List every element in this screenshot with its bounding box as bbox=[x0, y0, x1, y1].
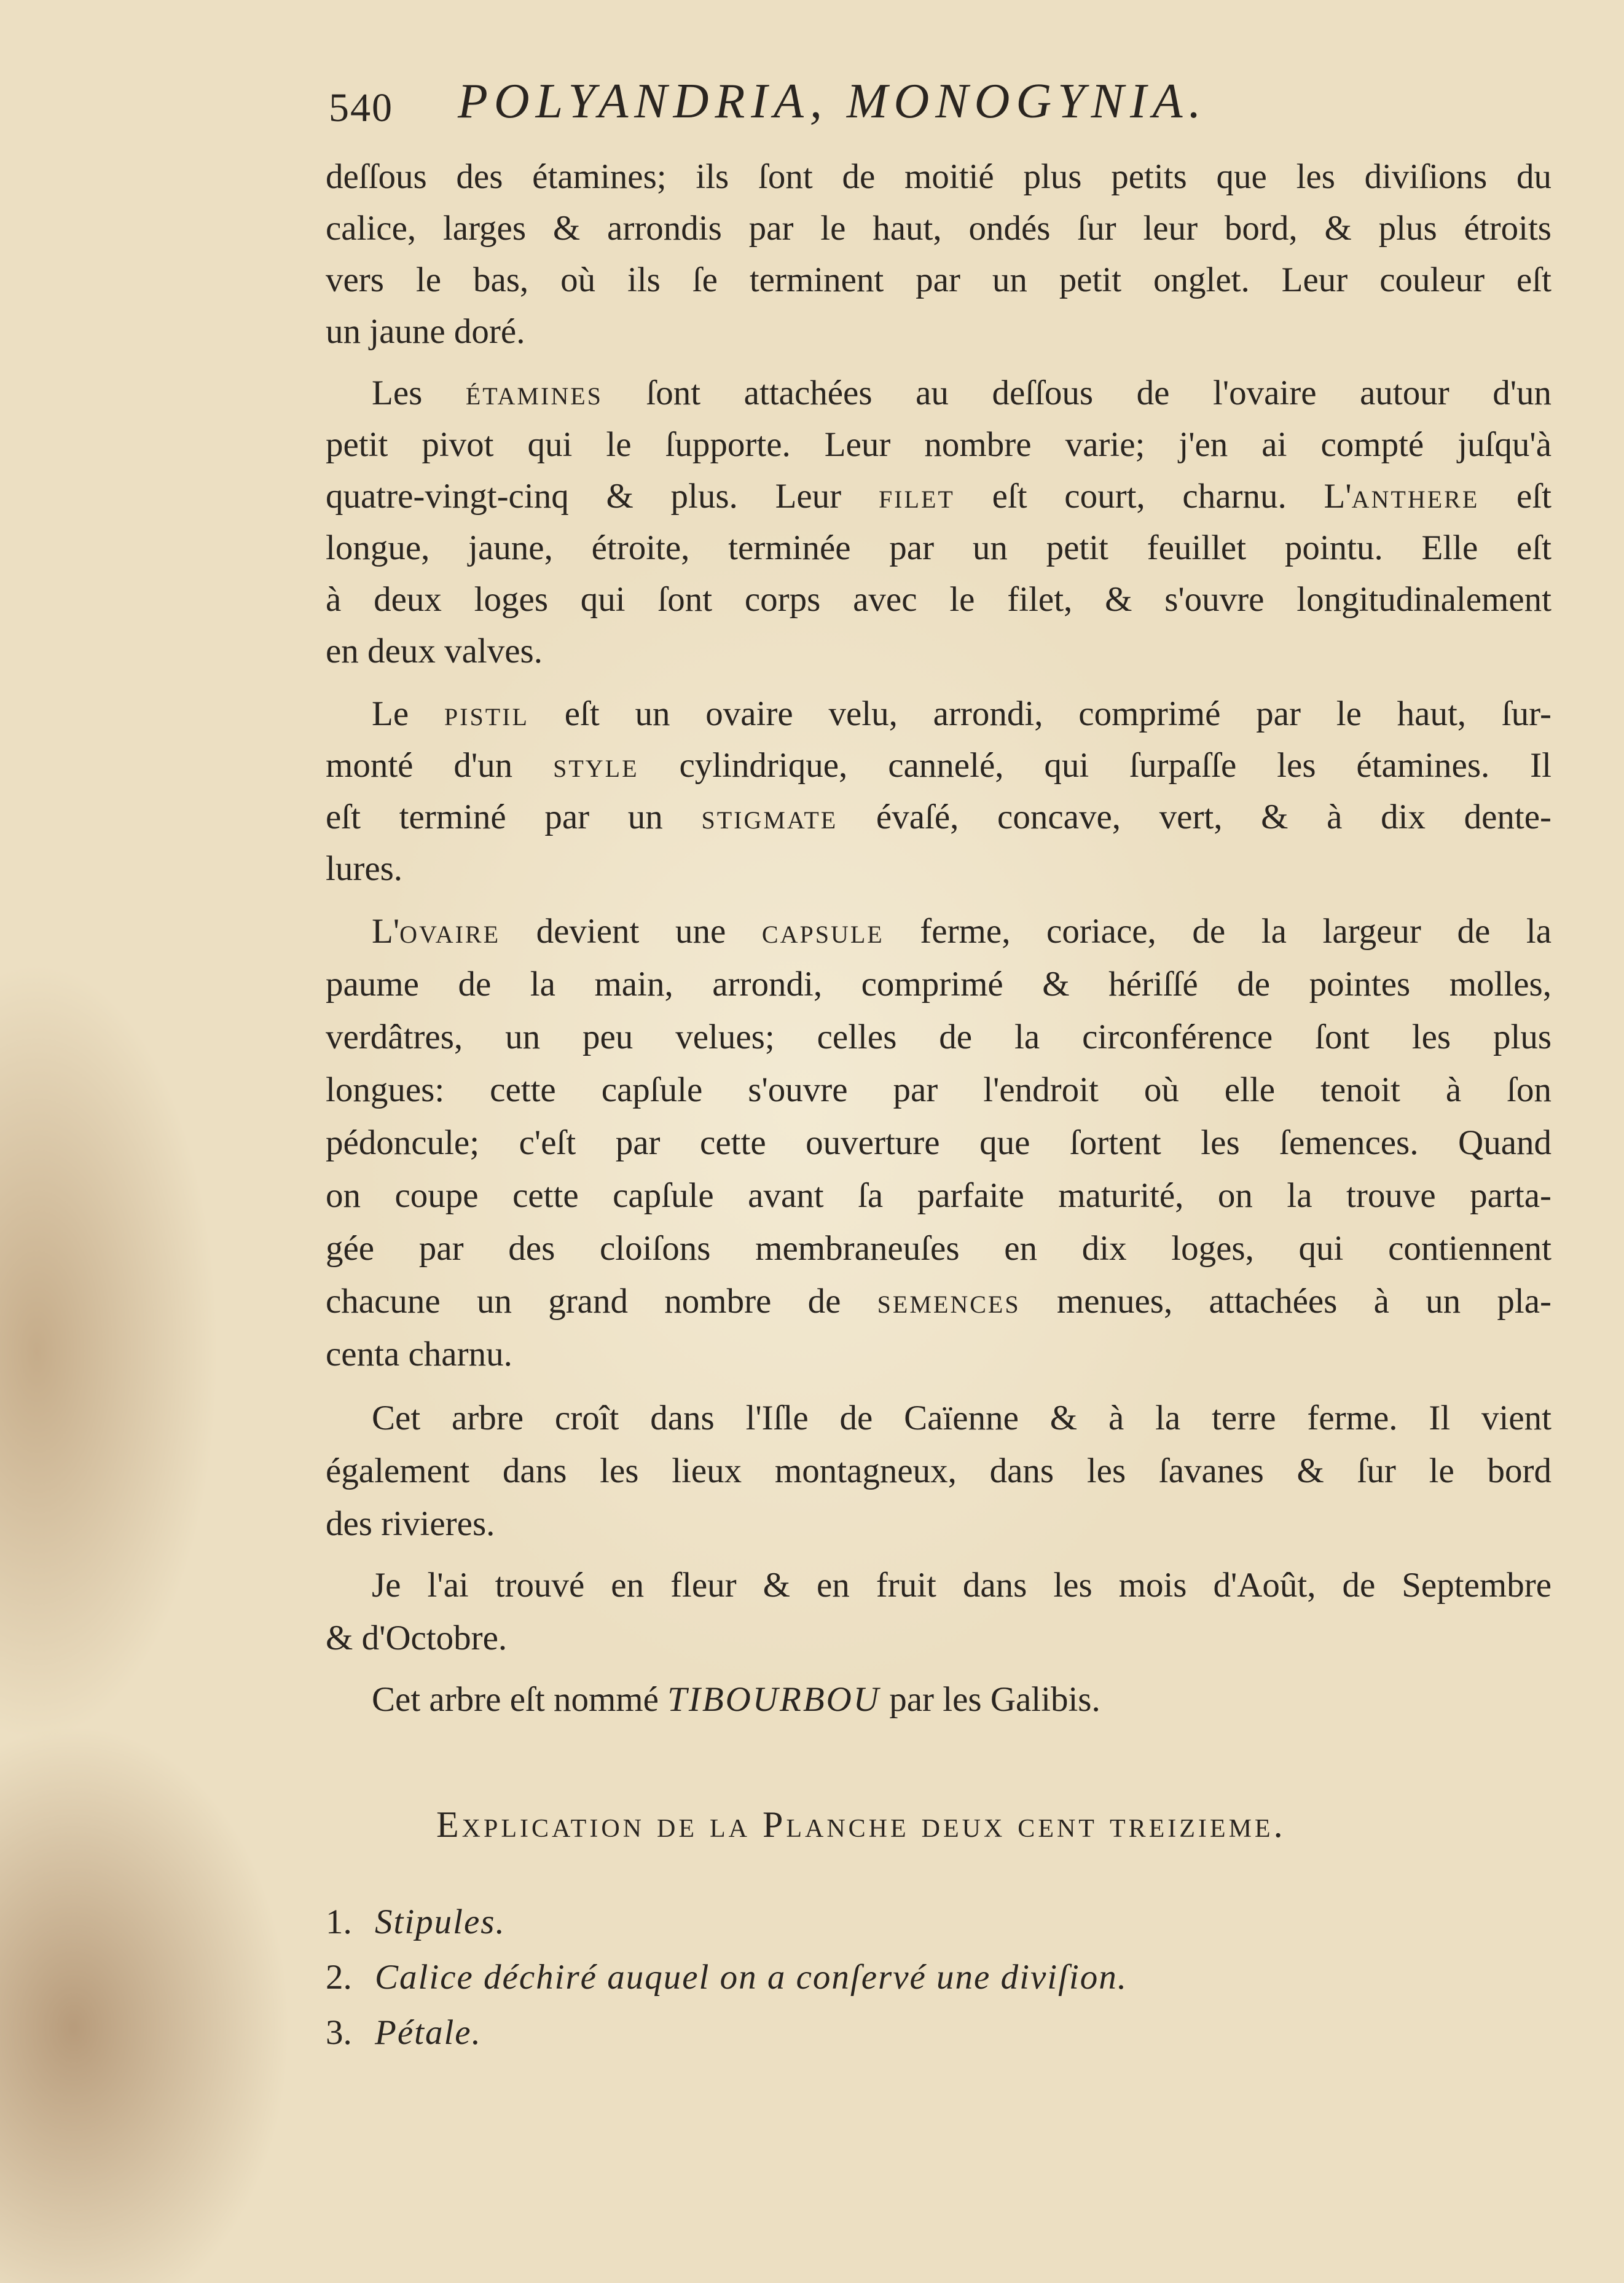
term-capsule: capsule bbox=[761, 912, 884, 951]
term-etamines: étamines bbox=[465, 374, 603, 412]
term-anthere: anthere bbox=[1351, 477, 1480, 516]
text-line: longue, jaune, étroite, terminée par un petit feuillet pointu. Elle eſt bbox=[326, 529, 1551, 567]
text-line: L'ovaire devient une capsule ferme, coriace, de la largeur de la bbox=[372, 912, 1552, 951]
text-line: eſt terminé par un stigmate évaſé, concave, vert, & à dix dente- bbox=[326, 798, 1552, 836]
term-ovaire: ovaire bbox=[399, 912, 501, 951]
term-stigmate: stigmate bbox=[701, 798, 838, 836]
text-line: des rivieres. bbox=[326, 1504, 495, 1543]
text-line: & d'Octobre. bbox=[326, 1619, 508, 1657]
text-line: Les étamines ſont attachées au deſſous de l'ovaire autour d'un bbox=[372, 374, 1552, 412]
text-line: lures. bbox=[326, 849, 403, 888]
page-number: 540 bbox=[329, 85, 393, 130]
text-line: gée par des cloiſons membraneuſes en dix loges, qui contiennent bbox=[326, 1229, 1551, 1268]
vernacular-name: TIBOURBOU bbox=[667, 1680, 881, 1719]
text-line: paume de la main, arrondi, comprimé & hériſſé de pointes molles, bbox=[326, 965, 1551, 1004]
list-item: 2. Calice déchiré auquel on a conſervé une diviſion. bbox=[326, 1958, 1128, 1997]
text-line: monté d'un style cylindrique, cannelé, qui ſurpaſſe les étamines. Il bbox=[326, 746, 1551, 785]
text-line: calice, larges & arrondis par le haut, ondés ſur leur bord, & plus étroits bbox=[326, 209, 1551, 248]
text-line: à deux loges qui ſont corps avec le filet, & s'ouvre longitudinalement bbox=[326, 580, 1551, 619]
text-line: centa charnu. bbox=[326, 1335, 512, 1373]
explication-heading: Explication de la Planche deux cent treizieme. bbox=[436, 1804, 1286, 1845]
term-semences: semences bbox=[877, 1282, 1021, 1321]
text-line: longues: cette capſule s'ouvre par l'endroit où elle tenoit à ſon bbox=[326, 1071, 1551, 1109]
text-line: verdâtres, un peu velues; celles de la circonférence ſont les plus bbox=[326, 1018, 1551, 1056]
text-line: vers le bas, où ils ſe terminent par un petit onglet. Leur couleur eſt bbox=[326, 261, 1551, 299]
running-title: POLYANDRIA, MONOGYNIA. bbox=[458, 74, 1207, 128]
term-style: style bbox=[553, 746, 639, 785]
text-line: quatre-vingt-cinq & plus. Leur filet eſt court, charnu. L'anthere eſt bbox=[326, 477, 1552, 516]
text-line: un jaune doré. bbox=[326, 312, 525, 351]
text-line: Le pistil eſt un ovaire velu, arrondi, comprimé par le haut, ſur- bbox=[372, 694, 1551, 733]
text-line: petit pivot qui le ſupporte. Leur nombre varie; j'en ai compté juſqu'à bbox=[326, 425, 1551, 464]
text-line: on coupe cette capſule avant ſa parfaite maturité, on la trouve parta- bbox=[326, 1176, 1551, 1215]
list-item: 3. Pétale. bbox=[326, 2013, 482, 2052]
page-header bbox=[329, 74, 1496, 141]
text-line: pédoncule; c'eſt par cette ouverture que ſortent les ſemences. Quand bbox=[326, 1123, 1551, 1162]
term-filet: filet bbox=[878, 477, 955, 516]
text-line: Cet arbre croît dans l'Iſle de Caïenne & à la terre ferme. Il vient bbox=[372, 1399, 1551, 1437]
text-line: également dans les lieux montagneux, dans les ſavanes & ſur le bord bbox=[326, 1452, 1551, 1490]
text-line: en deux valves. bbox=[326, 632, 543, 670]
text-line: Je l'ai trouvé en fleur & en fruit dans les mois d'Août, de Septembre bbox=[372, 1566, 1551, 1605]
list-item: 1. Stipules. bbox=[326, 1903, 506, 1941]
text-line: chacune un grand nombre de semences menues, attachées à un pla- bbox=[326, 1282, 1552, 1321]
text-line: deſſous des étamines; ils ſont de moitié plus petits que les diviſions du bbox=[326, 157, 1551, 196]
term-pistil: pistil bbox=[444, 694, 529, 733]
text-line: Cet arbre eſt nommé TIBOURBOU par les Galibis. bbox=[372, 1680, 1100, 1719]
